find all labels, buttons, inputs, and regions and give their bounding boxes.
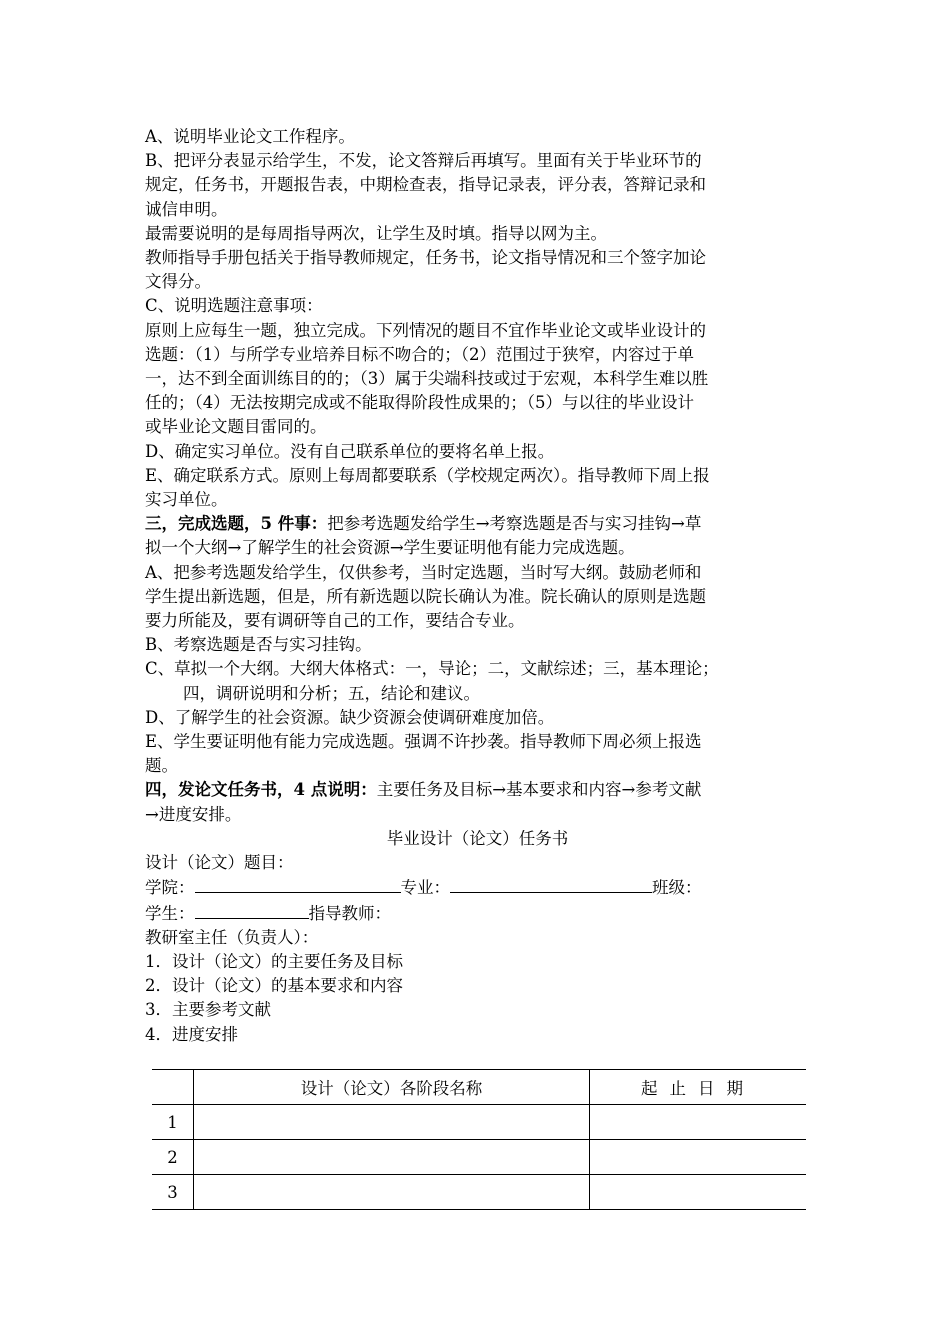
section-heading-4 — [145, 778, 810, 802]
table-row — [152, 1140, 806, 1175]
section-heading-3 — [145, 512, 810, 536]
paragraph-line: 教师指导手册包括关于指导教师规定，任务书，论文指导情况和三个签字加论 — [145, 248, 706, 268]
class-label: 班级： — [652, 878, 702, 898]
header-dates: 起止日期 — [641, 1079, 755, 1098]
paragraph-line: 要力所能及，要有调研等自己的工作，要结合专业。 — [145, 611, 525, 631]
director-label: 教研室主任（负责人）： — [145, 927, 319, 947]
paragraph-line: E、确定联系方式。原则上每周都要联系（学校规定两次）。指导教师下周上报 — [145, 465, 710, 485]
row-number: 3 — [152, 1175, 194, 1210]
paragraph-line: C、草拟一个大纲。大纲大体格式：一，导论；二，文献综述；三，基本理论； — [145, 659, 719, 679]
paragraph-line: A、把参考选题发给学生，仅供参考，当时定选题，当时写大纲。鼓励老师和 — [145, 562, 702, 582]
row-number: 1 — [152, 1105, 194, 1140]
paragraph-line: 选题：（1）与所学专业培养目标不吻合的；（2）范围过于狭窄，内容过于单 — [145, 344, 694, 364]
stage-name-cell[interactable] — [194, 1175, 590, 1210]
date-cell[interactable] — [590, 1105, 807, 1140]
paragraph-line: 四，调研说明和分析；五，结论和建议。 — [183, 683, 480, 703]
date-cell[interactable] — [590, 1175, 807, 1210]
paragraph-line: 原则上应每生一题，独立完成。下列情况的题目不宜作毕业论文或毕业设计的 — [145, 320, 706, 340]
paragraph-line: 或毕业论文题目雷同的。 — [145, 417, 327, 437]
row-number: 2 — [152, 1140, 194, 1175]
paragraph-line: →进度安排。 — [145, 804, 242, 824]
paragraph-line: 诚信申明。 — [145, 199, 228, 219]
form-item: 3．主要参考文献 — [145, 1000, 271, 1020]
major-label: 专业： — [400, 878, 450, 898]
college-major-class-row — [145, 875, 810, 900]
student-label: 学生： — [145, 903, 195, 923]
header-stage-name: 设计（论文）各阶段名称 — [194, 1070, 590, 1105]
paragraph-line: 学生提出新选题，但是，所有新选题以院长确认为准。院长确认的原则是选题 — [145, 586, 706, 606]
table-header-row — [152, 1070, 806, 1105]
student-advisor-row — [145, 901, 810, 926]
table-row — [152, 1175, 806, 1210]
college-label: 学院： — [145, 878, 195, 898]
paragraph-line: C、说明选题注意事项： — [145, 296, 323, 316]
paragraph-line: 文得分。 — [145, 272, 211, 292]
section-heading-3-bold: 三，完成选题，5 件事： — [145, 514, 328, 534]
paragraph-line: D、了解学生的社会资源。缺少资源会使调研难度加倍。 — [145, 707, 555, 727]
paragraph-line: 规定，任务书，开题报告表，中期检查表，指导记录表，评分表，答辩记录和 — [145, 175, 706, 195]
topic-label: 设计（论文）题目： — [145, 853, 294, 873]
section-heading-3-text: 把参考选题发给学生→考察选题是否与实习挂钩→草 — [327, 514, 702, 534]
paragraph-line: D、确定实习单位。没有自己联系单位的要将名单上报。 — [145, 441, 555, 461]
schedule-table — [152, 1069, 806, 1210]
form-item: 4．进度安排 — [145, 1024, 238, 1044]
paragraph-line: 任的；（4）无法按期完成或不能取得阶段性成果的；（5）与以往的毕业设计 — [145, 393, 694, 413]
form-title: 毕业设计（论文）任务书 — [386, 828, 569, 848]
stage-name-cell[interactable] — [194, 1105, 590, 1140]
paragraph-line: 实习单位。 — [145, 490, 228, 510]
table-row — [152, 1105, 806, 1140]
paragraph-line: E、学生要证明他有能力完成选题。强调不许抄袭。指导教师下周必须上报选 — [145, 732, 702, 752]
section-heading-4-text: 主要任务及目标→基本要求和内容→参考文献 — [376, 780, 702, 800]
form-item: 1．设计（论文）的主要任务及目标 — [145, 951, 403, 971]
paragraph-line: 最需要说明的是每周指导两次，让学生及时填。指导以网为主。 — [145, 223, 607, 243]
advisor-label: 指导教师： — [308, 903, 391, 923]
major-blank[interactable] — [450, 875, 652, 893]
student-blank[interactable] — [195, 901, 309, 919]
section-heading-4-bold: 四，发论文任务书，4 点说明： — [145, 780, 377, 800]
paragraph-line: 题。 — [145, 756, 178, 776]
date-cell[interactable] — [590, 1140, 807, 1175]
stage-name-cell[interactable] — [194, 1140, 590, 1175]
paragraph-line: 一，达不到全面训练目的的；（3）属于尖端科技或过于宏观，本科学生难以胜 — [145, 369, 709, 389]
document-body — [145, 125, 810, 1047]
form-item: 2．设计（论文）的基本要求和内容 — [145, 976, 403, 996]
header-number-cell — [152, 1070, 194, 1105]
paragraph-line: A、说明毕业论文工作程序。 — [145, 127, 355, 146]
paragraph-line: B、考察选题是否与实习挂钩。 — [145, 635, 372, 655]
paragraph-line: 拟一个大纲→了解学生的社会资源→学生要证明他有能力完成选题。 — [145, 538, 635, 558]
paragraph-line: B、把评分表显示给学生，不发，论文答辩后再填写。里面有关于毕业环节的 — [145, 151, 702, 171]
college-blank[interactable] — [195, 875, 401, 893]
